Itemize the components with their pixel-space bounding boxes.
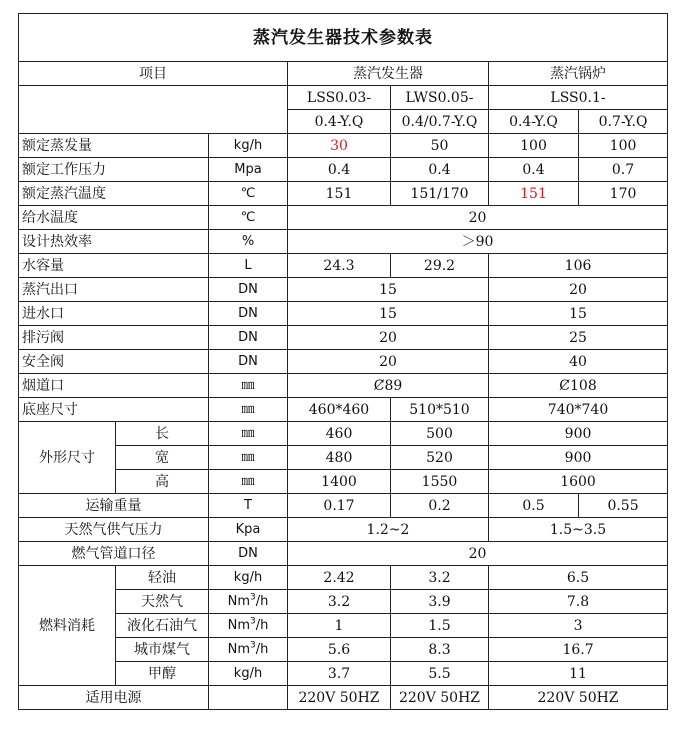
value-cell: 0.4 <box>391 158 489 182</box>
table-row <box>19 134 668 158</box>
value-cell: 5.5 <box>391 662 489 686</box>
value-cell: 0.4 <box>489 158 579 182</box>
sub-label: 高 <box>116 470 209 494</box>
row-unit: ℃ <box>209 182 288 206</box>
value-cell: 510*510 <box>391 398 489 422</box>
sub-label: 天然气 <box>116 590 209 614</box>
table-row <box>19 206 668 230</box>
row-unit: kg/h <box>209 134 288 158</box>
value-cell: 8.3 <box>391 638 489 662</box>
table-row <box>19 566 668 590</box>
row-label: 水容量 <box>19 254 209 278</box>
value-cell: 1.5~3.5 <box>489 518 668 542</box>
row-label: 安全阀 <box>19 350 209 374</box>
table-row <box>19 350 668 374</box>
value-cell: 1.2~2 <box>288 518 489 542</box>
table-row <box>19 278 668 302</box>
value-cell: 40 <box>489 350 668 374</box>
model-sub-c: 0.4-Y.Q <box>489 110 579 134</box>
row-unit: DN <box>209 350 288 374</box>
value-cell: 151 <box>489 182 579 206</box>
table-row <box>19 542 668 566</box>
group-label: 燃料消耗 <box>19 566 116 686</box>
table-row <box>19 590 668 614</box>
value-cell: 500 <box>391 422 489 446</box>
value-cell: 20 <box>288 542 668 566</box>
value-cell: 0.5 <box>489 494 579 518</box>
value-cell: 220V 50HZ <box>489 686 668 710</box>
sub-label: 长 <box>116 422 209 446</box>
row-label: 额定工作压力 <box>19 158 209 182</box>
value-cell: 30 <box>288 134 391 158</box>
value-cell: 0.55 <box>579 494 668 518</box>
value-cell: 6.5 <box>489 566 668 590</box>
row-label: 底座尺寸 <box>19 398 209 422</box>
row-unit: ㎜ <box>209 374 288 398</box>
value-cell: 15 <box>288 302 489 326</box>
table-row <box>19 422 668 446</box>
row-unit: DN <box>209 542 288 566</box>
row-label: 蒸汽出口 <box>19 278 209 302</box>
row-unit: Mpa <box>209 158 288 182</box>
row-label: 天然气供气压力 <box>19 518 209 542</box>
value-cell: 2.42 <box>288 566 391 590</box>
sub-label: 甲醇 <box>116 662 209 686</box>
table-row <box>19 230 668 254</box>
value-cell: 3.9 <box>391 590 489 614</box>
row-unit: DN <box>209 326 288 350</box>
value-cell: 740*740 <box>489 398 668 422</box>
row-unit: Kpa <box>209 518 288 542</box>
value-cell: 106 <box>489 254 668 278</box>
table-row <box>19 158 668 182</box>
value-cell: 900 <box>489 446 668 470</box>
model-sub-a: 0.4-Y.Q <box>288 110 391 134</box>
model-row <box>19 86 668 110</box>
value-cell: 20 <box>288 206 668 230</box>
value-cell: 220V 50HZ <box>288 686 391 710</box>
model-a: LSS0.03- <box>288 86 391 110</box>
value-cell: 20 <box>288 326 489 350</box>
row-label: 烟道口 <box>19 374 209 398</box>
value-cell: 170 <box>579 182 668 206</box>
row-unit: Nm$^3$/h <box>209 590 288 614</box>
row-label: 给水温度 <box>19 206 209 230</box>
value-cell: 1400 <box>288 470 391 494</box>
row-unit: ㎜ <box>209 446 288 470</box>
value-cell: 460*460 <box>288 398 391 422</box>
value-cell: 1 <box>288 614 391 638</box>
row-unit: ℃ <box>209 206 288 230</box>
value-cell: 5.6 <box>288 638 391 662</box>
sub-label: 城市煤气 <box>116 638 209 662</box>
title-row <box>19 14 668 62</box>
sub-label: 宽 <box>116 446 209 470</box>
row-unit: % <box>209 230 288 254</box>
table-row <box>19 614 668 638</box>
model-blank <box>19 86 288 134</box>
table-row <box>19 446 668 470</box>
value-cell: 1.5 <box>391 614 489 638</box>
row-unit: DN <box>209 278 288 302</box>
value-cell: 1600 <box>489 470 668 494</box>
header-row <box>19 62 668 86</box>
table-row <box>19 686 668 710</box>
row-unit: T <box>209 494 288 518</box>
table-row <box>19 326 668 350</box>
row-label: 额定蒸汽温度 <box>19 182 209 206</box>
spec-table <box>18 13 668 710</box>
table-row <box>19 302 668 326</box>
row-unit: DN <box>209 302 288 326</box>
group-label: 外形尺寸 <box>19 422 116 494</box>
value-cell: 20 <box>288 350 489 374</box>
table-row <box>19 662 668 686</box>
value-cell: 0.2 <box>391 494 489 518</box>
sub-label: 液化石油气 <box>116 614 209 638</box>
item-header: 项目 <box>19 62 288 86</box>
row-label: 进水口 <box>19 302 209 326</box>
row-unit: Nm$^3$/h <box>209 614 288 638</box>
value-cell: 3.2 <box>288 590 391 614</box>
row-unit: kg/h <box>209 566 288 590</box>
model-c: LSS0.1- <box>489 86 668 110</box>
value-cell: 15 <box>288 278 489 302</box>
value-cell: 1550 <box>391 470 489 494</box>
value-cell: 480 <box>288 446 391 470</box>
value-cell: 220V 50HZ <box>391 686 489 710</box>
value-cell: 520 <box>391 446 489 470</box>
value-cell: 24.3 <box>288 254 391 278</box>
value-cell: 3.7 <box>288 662 391 686</box>
value-cell: 50 <box>391 134 489 158</box>
value-cell: 3.2 <box>391 566 489 590</box>
table-row <box>19 182 668 206</box>
table-row <box>19 494 668 518</box>
row-unit: ㎜ <box>209 470 288 494</box>
table-title: 蒸汽发生器技术参数表 <box>19 14 668 62</box>
table-row <box>19 470 668 494</box>
value-cell: 0.17 <box>288 494 391 518</box>
value-cell: 151 <box>288 182 391 206</box>
model-sub-b: 0.4/0.7-Y.Q <box>391 110 489 134</box>
row-label: 设计热效率 <box>19 230 209 254</box>
value-cell: 11 <box>489 662 668 686</box>
value-cell: 0.4 <box>288 158 391 182</box>
sub-label: 轻油 <box>116 566 209 590</box>
table-row <box>19 374 668 398</box>
value-cell: 20 <box>489 278 668 302</box>
table-row <box>19 254 668 278</box>
value-cell: 29.2 <box>391 254 489 278</box>
row-unit: kg/h <box>209 662 288 686</box>
value-cell: Ȼ89 <box>288 374 489 398</box>
row-unit <box>209 686 288 710</box>
row-unit: ㎜ <box>209 398 288 422</box>
value-cell: 15 <box>489 302 668 326</box>
row-unit: Nm$^3$/h <box>209 638 288 662</box>
value-cell: Ȼ108 <box>489 374 668 398</box>
row-unit: L <box>209 254 288 278</box>
value-cell: 3 <box>489 614 668 638</box>
boiler-header: 蒸汽锅炉 <box>489 62 668 86</box>
value-cell: 151/170 <box>391 182 489 206</box>
model-b: LWS0.05- <box>391 86 489 110</box>
value-cell: 100 <box>579 134 668 158</box>
value-cell: 460 <box>288 422 391 446</box>
table-row <box>19 398 668 422</box>
table-row <box>19 638 668 662</box>
value-cell: ＞90 <box>288 230 668 254</box>
table-row <box>19 518 668 542</box>
model-sub-d: 0.7-Y.Q <box>579 110 668 134</box>
value-cell: 100 <box>489 134 579 158</box>
row-label: 适用电源 <box>19 686 209 710</box>
value-cell: 900 <box>489 422 668 446</box>
row-label: 额定蒸发量 <box>19 134 209 158</box>
row-label: 排污阀 <box>19 326 209 350</box>
value-cell: 25 <box>489 326 668 350</box>
value-cell: 16.7 <box>489 638 668 662</box>
row-label: 运输重量 <box>19 494 209 518</box>
value-cell: 0.7 <box>579 158 668 182</box>
row-unit: ㎜ <box>209 422 288 446</box>
generator-header: 蒸汽发生器 <box>288 62 489 86</box>
row-label: 燃气管道口径 <box>19 542 209 566</box>
value-cell: 7.8 <box>489 590 668 614</box>
